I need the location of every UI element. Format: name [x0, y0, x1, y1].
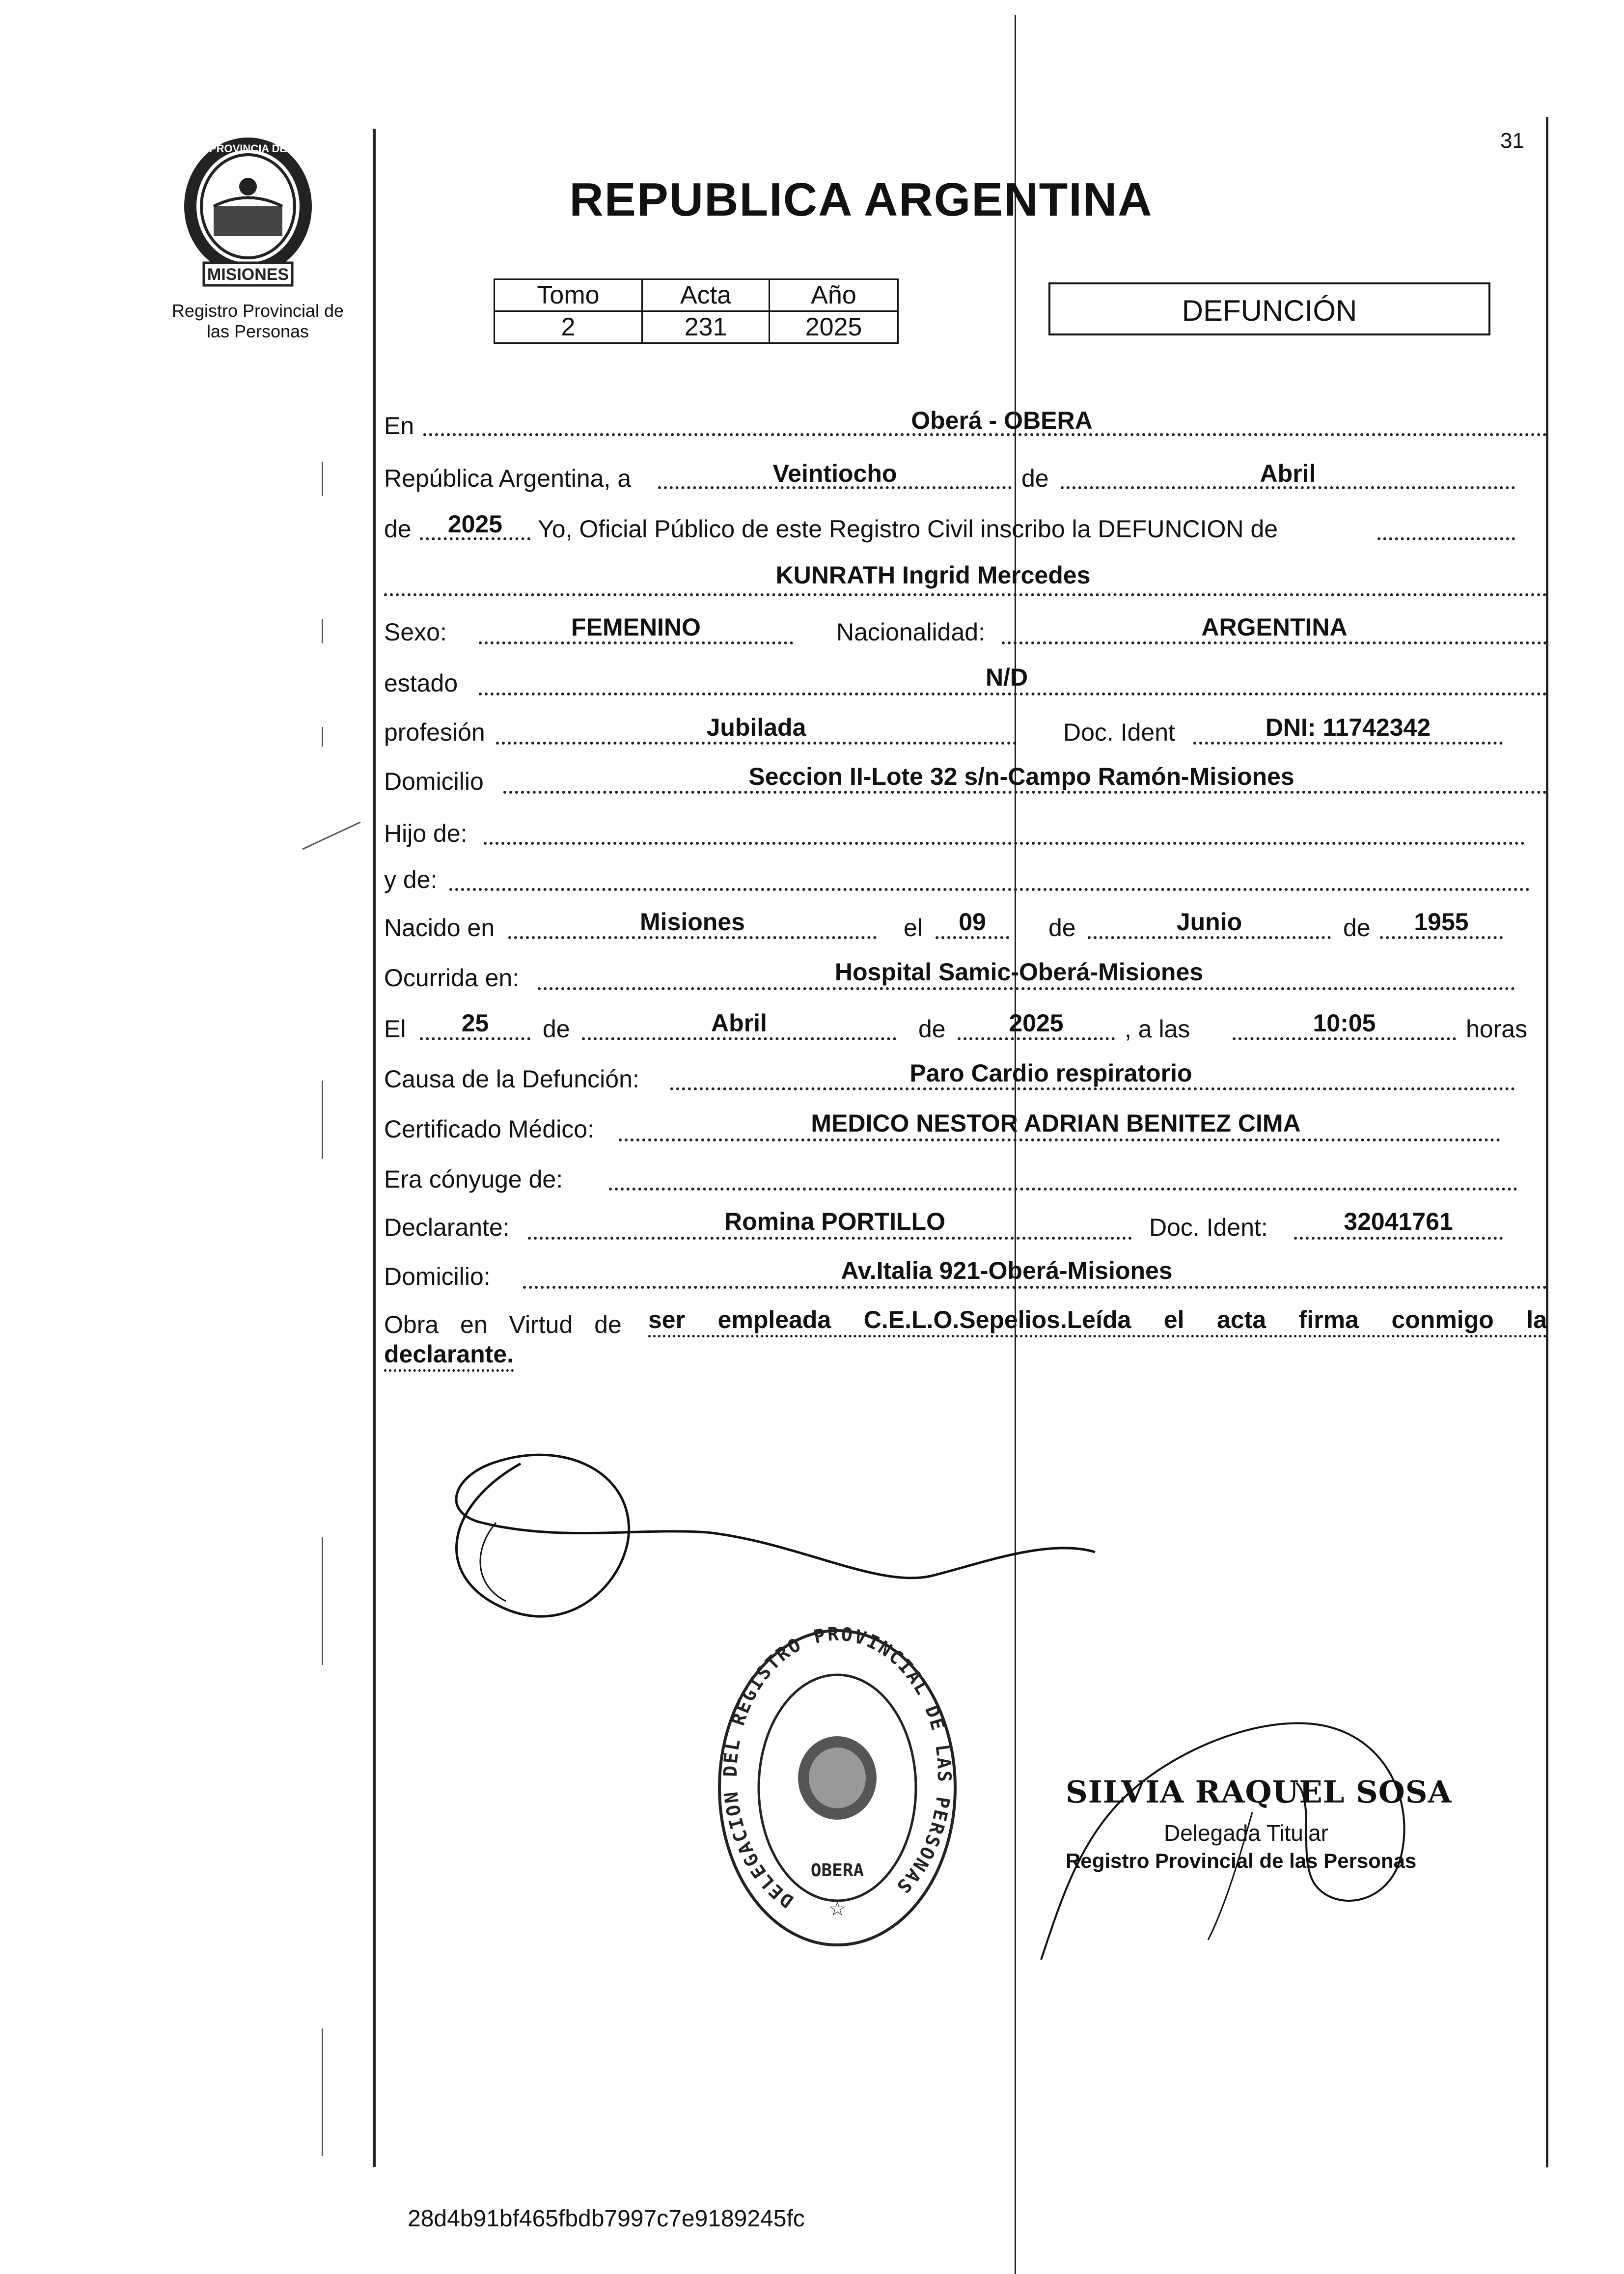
registry-label-line2: las Personas [206, 321, 309, 341]
deceased-name-line [384, 593, 1547, 596]
born-month-line [1088, 936, 1331, 939]
death-day-line [420, 1037, 530, 1040]
occurred-line [538, 987, 1515, 990]
en-label: En [384, 412, 414, 440]
death-month-line [582, 1037, 896, 1040]
declarant-address-label: Domicilio: [384, 1263, 491, 1290]
left-margin-rule [373, 129, 376, 2167]
registry-label [155, 301, 361, 342]
death-year-value: 2025 [1009, 1009, 1064, 1037]
declarant-signature [432, 1424, 1267, 1631]
born-in-line [508, 936, 877, 939]
anio-header: Año [770, 279, 898, 311]
death-time-value: 10:05 [1313, 1009, 1376, 1037]
sex-label: Sexo: [384, 618, 447, 646]
at-label: , a las [1125, 1015, 1190, 1043]
doc-label: Doc. Ident [1063, 719, 1175, 746]
certificate-value: MEDICO NESTOR ADRIAN BENITEZ CIMA [811, 1109, 1301, 1137]
page-title: REPUBLICA ARGENTINA [569, 173, 1153, 226]
death-de2-label: de [918, 1015, 946, 1043]
anio-value: 2025 [770, 311, 898, 343]
death-day-value: 25 [461, 1009, 489, 1037]
born-de1-label: de [1048, 914, 1076, 942]
month-de-label: de [1021, 465, 1049, 492]
profession-label: profesión [384, 719, 485, 746]
address-value: Seccion II-Lote 32 s/n-Campo Ramón-Misiones [748, 763, 1294, 790]
act-type-box: DEFUNCIÓN [1048, 282, 1490, 335]
svg-text:MISIONES: MISIONES [207, 265, 289, 284]
declarant-doc-line [1294, 1237, 1503, 1240]
reference-table-header-row [495, 279, 898, 311]
scan-speck [302, 822, 360, 850]
born-month-value: Junio [1176, 908, 1242, 936]
official-organization: Registro Provincial de las Personas [1066, 1849, 1417, 1872]
born-year-line [1380, 936, 1503, 939]
day-words-value: Veintiocho [772, 460, 897, 487]
cause-label: Causa de la Defunción: [384, 1065, 639, 1093]
reference-table [494, 278, 899, 344]
certificate-line [619, 1138, 1500, 1141]
spouse-line [609, 1188, 1517, 1191]
el-label: El [384, 1015, 406, 1043]
tomo-header: Tomo [495, 279, 642, 311]
right-margin-rule [1546, 117, 1548, 2167]
scan-speck [322, 2028, 323, 2156]
cause-value: Paro Cardio respiratorio [909, 1059, 1192, 1087]
death-de1-label: de [543, 1015, 570, 1043]
year-de-label: de [384, 515, 412, 543]
sex-line [479, 641, 793, 644]
born-day-line [936, 936, 1009, 939]
occurred-value: Hospital Samic-Oberá-Misiones [834, 958, 1204, 986]
registry-label-line1: Registro Provincial de [171, 301, 344, 321]
cause-line [670, 1087, 1515, 1090]
child-of-label: Hijo de: [384, 820, 468, 847]
fold-line [1015, 15, 1016, 2274]
address-line [503, 791, 1547, 794]
civil-status-line [479, 693, 1547, 695]
scan-speck [322, 1537, 323, 1665]
spouse-label: Era cónyuge de: [384, 1165, 563, 1193]
and-of-line [449, 888, 1530, 891]
tomo-value: 2 [495, 311, 642, 343]
official-name: SILVIA RAQUEL SOSA [1066, 1774, 1452, 1810]
death-month-value: Abril [711, 1009, 767, 1037]
reference-table-value-row [495, 311, 898, 343]
declarant-address-line [523, 1286, 1547, 1289]
acta-header: Acta [642, 279, 770, 311]
declarant-line [528, 1237, 1132, 1240]
deceased-name-value: KUNRATH Ingrid Mercedes [775, 561, 1091, 589]
inscribe-text: Yo, Oficial Público de este Registro Civil inscribo la DEFUNCION de [538, 515, 1278, 543]
born-in-label: Nacido en [384, 914, 495, 942]
document-hash: 28d4b91bf465fbdb7997c7e9189245fc [408, 2206, 805, 2232]
inscribe-trailing-line [1377, 537, 1515, 540]
scan-speck [322, 462, 323, 496]
declarant-label: Declarante: [384, 1214, 510, 1241]
certificate-label: Certificado Médico: [384, 1115, 594, 1143]
civil-status-value: N/D [985, 664, 1028, 691]
virtue-text-line1: ser empleada C.E.L.O.Sepelios.Leída el acta firma conmigo la [648, 1306, 1547, 1333]
address-label: Domicilio [384, 768, 484, 795]
born-de2-label: de [1343, 914, 1371, 942]
nationality-line [1002, 641, 1547, 644]
svg-text:DELEGACION DEL REGISTRO PROVIN: DELEGACION DEL REGISTRO PROVINCIAL DE LAS PERSONAS [719, 1623, 956, 1913]
doc-line [1193, 742, 1503, 745]
year-value: 2025 [447, 510, 503, 538]
registry-stamp-icon [710, 1621, 965, 1955]
place-value: Oberá - OBERA [911, 407, 1093, 434]
profession-line [496, 742, 1017, 745]
scan-speck [322, 1081, 323, 1159]
nationality-label: Nacionalidad: [836, 618, 985, 646]
sex-value: FEMENINO [571, 613, 701, 641]
declarant-doc-value: 32041761 [1344, 1208, 1453, 1235]
declarant-value: Romina PORTILLO [724, 1208, 945, 1235]
page-number: 31 [1500, 129, 1524, 153]
born-day-value: 09 [959, 908, 986, 936]
child-of-line [484, 842, 1525, 845]
svg-text:PROVINCIA DE: PROVINCIA DE [209, 142, 287, 155]
and-of-label: y de: [384, 866, 438, 893]
born-el-label: el [904, 914, 923, 942]
acta-value: 231 [642, 311, 770, 343]
virtue-label: Obra en Virtud de [384, 1311, 622, 1338]
svg-text:OBERA: OBERA [810, 1860, 864, 1881]
civil-status-label: estado [384, 669, 458, 697]
doc-value: DNI: 11742342 [1265, 714, 1431, 741]
scan-speck [322, 619, 323, 643]
official-role: Delegada Titular [1164, 1820, 1328, 1846]
death-time-line [1233, 1037, 1456, 1040]
virtue-text-line2: declarante. [384, 1340, 514, 1368]
republic-label: República Argentina, a [384, 465, 632, 492]
declarant-address-value: Av.Italia 921-Oberá-Misiones [841, 1257, 1173, 1284]
declarant-doc-label: Doc. Ident: [1149, 1214, 1268, 1241]
svg-text:☆: ☆ [828, 1898, 846, 1920]
hours-label: horas [1466, 1015, 1528, 1043]
profession-value: Jubilada [706, 714, 806, 741]
nationality-value: ARGENTINA [1201, 613, 1348, 641]
month-value: Abril [1260, 460, 1316, 487]
occurred-label: Ocurrida en: [384, 964, 520, 992]
death-year-line [958, 1037, 1115, 1040]
born-in-value: Misiones [640, 908, 745, 936]
scan-speck [322, 727, 323, 747]
born-year-value: 1955 [1414, 908, 1469, 936]
